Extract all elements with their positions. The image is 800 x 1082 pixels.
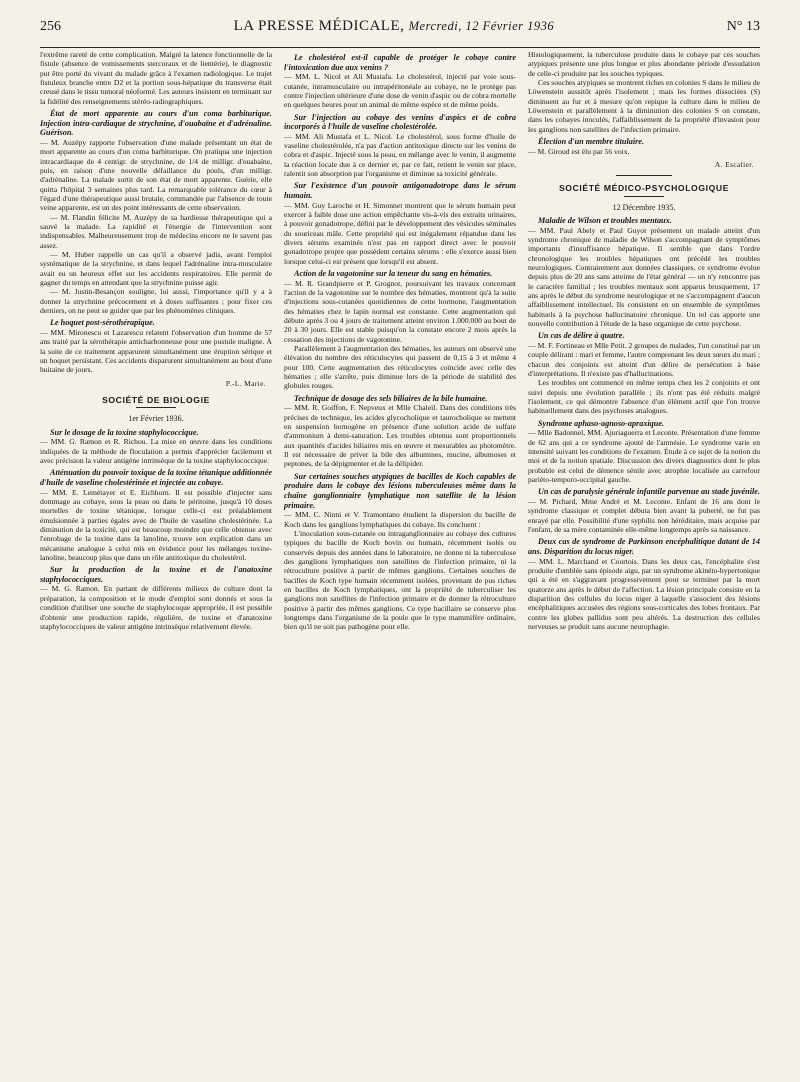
paragraph: — MM. Guy Laroche et H. Simonnet montrent que le sérum humain peut exercer à faible dose une action empêchante vis-à-vis des extraits urinaires, à pouvoir gonadotrope, défini par le développement des vésicules séminales du souriceau mâle. Cette propriété qui est inégalement répandue dans les divers sérums examinés n'est pas en rapport direct avec le pouvoir gonadotrope propre que possèdent certains sérums : elle s'exerce aussi bien lorsque celui-ci est présent que lorsqu'il est absent. — [284, 200, 516, 266]
masthead — [234, 18, 555, 35]
paragraph: — MM. L. Marchand et Courtois. Dans les deux cas, l'encéphalite s'est produite d'emblée sans épisode aigu, par un syndrome akinéto-hypertonique qui a été en s'aggravant progressivement pour se terminer par la mort quatorze ans après le début de l'affection. La lésion principale consiste en la disparition des cellules du locus niger à laquelle s'associent des lésions encéphalitiques accusées des régions sous-corticales des lobes frontaux. Par contre les globes pallidus sont peu altérés. La destruction des cellules nerveuses se produit sans aucune neurophagie. — [528, 556, 760, 631]
paragraph: Les troubles ont commencé en même temps chez les 2 conjoints et ont suivi depuis une évolution parallèle ; ils n'ont pas été réduits malgré l'isolement, ce qui démontre l'absence d'un élément actif que l'on trouve habituellement dans des psychoses analogues. — [528, 378, 760, 416]
article-heading: État de mort apparente au cours d'un coma barbiturique. Injection intra-cardiaque de strychnine, d'ouabaïne et d'adrénaline. Guérison. — [40, 109, 272, 138]
article-heading: Le hoquet post-sérothérapique. — [50, 318, 155, 328]
signature: A. Escalier. — [714, 160, 754, 170]
signature: P.-L. Marie. — [225, 378, 266, 388]
article-heading: Action de la vagotonine sur la teneur du sang en hématies. — [294, 269, 493, 279]
article-heading: Atténuation du pouvoir toxique de la toxine tétanique additionnée d'huile de vaseline cholestérinée et injectée au cobaye. — [40, 468, 272, 487]
paragraph: — Mlle Badonnel, MM. Ajuriaguerra et Leconte. Présentation d'une femme de 62 ans qui a ce syndrome ajouté de l'amnésie. Le syndrome varie en intensité suivant les conditions de l'examen. Étude à ce sujet de la notion du moi et de la notion spatiale. Discussion des divers diagnostics dont le plus probable est celui de démence sénile avec atrophie localisée au carrefour pariéto-temporo-occipital gauche. — [528, 428, 760, 485]
section-title: SOCIÉTÉ MÉDICO-PSYCHOLOGIQUE — [558, 183, 730, 194]
section-date: 1er Février 1936. — [128, 414, 184, 424]
article-heading: Un cas de délire à quatre. — [538, 331, 625, 341]
paragraph: Ces souches atypiques se montrent riches en colonies S dans le milieu de Löwenstein aussitôt après l'isolement ; mais les formes dissociées (S) diminuent au fur et à mesure qu'on repique la culture dans le milieu de Löwenstein et parallèlement à la diminution des colonies S on constate, dans les cobayes inoculés, l'affaiblissement de la propriété d'invasion pour les ganglions non satellites de l'infection primaire. — [528, 78, 760, 134]
issue-date: Mercredi, 12 Février 1936 — [408, 19, 555, 33]
section-rule — [624, 196, 664, 197]
paragraph: — MM. Paul Abely et Paul Guyot présentent un malade atteint d'un syndrome chronique de maladie de Wilson s'accompagnant de symptômes importants d'insuffisance hépatique. Il semble que dans l'ordre chronologique les troubles hépatiques ont précédé les troubles neurologiques. Contrairement aux données classiques, ce syndrome évolue depuis plus de 20 ans sans atteinte de l'état général — on n'y rencontre pas le caractère familial ; les troubles mentaux sont apparus brusquement, 17 ans après le début du syndrome neurologique et ne s'accompagnent d'aucun affaiblissement intellectuel. Ils consistent en un ensemble de symptômes habituels à la psychose hallucinatoire chronique. Un tel cas apporte une nouvelle contribution à l'étude de la base organique de cette psychose. — [528, 225, 760, 329]
article-heading: Sur l'existence d'un pouvoir antigonadotrope dans le sérum humain. — [284, 181, 516, 201]
paragraph: — M. Auzépy rapporte l'observation d'une malade présentant un état de mort apparente au cours d'un coma barbiturique. On pratiqua une injection intracardiaque de 4 centigr. de strychnine, de 1/4 de milligr. d'ouabaïne, puis, en raison d'une nouvelle défaillance du pouls, d'un milligr. d'adrénaline. La malade sortit de son état de mort apparente. Guérie, elle quitta l'hôpital 3 semaines plus tard. La remarquable tolérance du cœur à l'égard d'une thérapeutique aussi brutale, commandée par l'absence de toute veine apparente, est un des point intéressants de cette observation. — [40, 137, 272, 213]
column-1 — [40, 50, 272, 1072]
article-heading: Syndrome aphaso-agnoso-apraxique. — [538, 418, 665, 428]
paragraph: — M. G. Ramon. En partant de différents milieux de culture dont la préparation, la composition et le mode d'emploi sont donnés et sous la condition d'utiliser une souche de staphylocoque appropriée, il est possible d'obtenir une production rapide, régulière, de toxine et d'anatoxine staphylococciques de valeur antigène intrinsèque relativement élevée. — [40, 584, 272, 631]
section-title: SOCIÉTÉ DE BIOLOGIE — [102, 395, 210, 406]
paragraph: — MM. R. Goiffon, F. Nepveux et Mlle Chaleil. Dans des conditions très précises de technique, les acides glycocholique et taurocholique se mettent en suspension homogène en présence d'une solution acide de sulfate d'ammonium à demi-saturation. Les troubles obtenus sont proportionnels aux quantités d'acides biliaires mis en œuvre et mesurables au photomètre. Il est nécessaire de priver la bile des albumines, mucine, albumoses et peptones, de la dépigmenter et de la délipider. — [284, 403, 516, 469]
article-heading: Maladie de Wilson et troubles mentaux. — [538, 216, 672, 226]
column-3 — [528, 50, 760, 1072]
paragraph: — MM. E. Lemétayer et E. Eichhorn. Il est possible d'injecter sans dommage au cobaye, sous la peau ou dans le péritoine, jusqu'à 10 doses mortelles de toxine tétanique, lorsque celle-ci est préalablement émulsionnée à parties égales avec de l'huile de vaseline cholestérinée. La diminution de la toxicité, qui est beaucoup moindre que celle obtenue avec l'enrobage de la toxine dans la lanoline, trouve son explication dans un mécanisme analogue à celui mis en évidence pour les mélanges toxine-lanoline, beaucoup plus que dans un rôle antitoxique du cholestérol. — [40, 487, 272, 562]
paragraph: — MM. Ali Mustafa et L. Nicol. Le cholestérol, sous forme d'huile de vaseline cholestérolée, n'a pas d'action antitoxique directe sur les venins de cobra et d'aspic. Injecté sous la peau, en mélange avec le venin, il augmente la réaction locale due à ce dernier et, par ce fait, retient le venin sur place, ralentit son absorption par l'organisme et diminue sa toxicité générale. — [284, 131, 516, 179]
article-heading: Deux cas de syndrome de Parkinson encéphalitique datant de 14 ans. Disparition du locus niger. — [528, 537, 760, 556]
paragraph: — M. Justin-Besançon souligne, lui aussi, l'importance qu'il y a à donner la strychnine précocement et à doses suffisantes ; pour fixer ces derniers, on ne peut se guider que par les phénomènes cliniques. — [40, 287, 272, 316]
section-date: 12 Décembre 1935. — [612, 202, 676, 212]
paragraph: — MM. Mironescu et Lazarescu relatent l'observation d'un homme de 57 ans traité par la sérothérapie anticharbonneuse pour une pustule maligne. À la suite de ce traitement apparurent simultanément une éruption sérique et un hoquet persistant. Ces accidents disparurent simultanément au bout d'une huitaine de jours. — [40, 327, 272, 375]
paragraph: — MM. C. Ninni et V. Tramontano étudient la dispersion du bacille de Koch dans les ganglions lymphatiques du cobaye. Ils concluent : — [284, 510, 516, 529]
article-heading: Le cholestérol est-il capable de protéger le cobaye contre l'intoxication due aux venins ? — [284, 53, 516, 72]
article-heading: Élection d'un membre titulaire. — [538, 137, 644, 147]
issue-number: N° 13 — [726, 19, 760, 34]
article-heading: Technique de dosage des sels biliaires de la bile humaine. — [294, 393, 488, 403]
paragraph: Histologiquement, la tuberculose produite dans le cobaye par ces souches atypiques présente une plus longue et plus abondante période d'essudation de celle-ci produite par les souches typiques. — [528, 50, 760, 78]
paragraph: — M. R. Grandpierre et P. Grognot, poursuivant les travaux concernant l'action de la vagotonine sur le nombre des hématies, montrent qu'à la suite d'injections sous-cutanées quotidiennes de cette hormone, l'augmentation des hématies chez le lapin normal est constante. Cette augmentation qui débute après 3 ou 4 jours de traitement atteint environ 1.000.000 au bout de 20 à 30 jours. Elle est stable puisqu'on la constate encore 2 mois après la cessation des injections de vagotonine. — [284, 278, 516, 344]
article-heading: Sur la production de la toxine et de l'anatoxine staphylococciques. — [40, 565, 272, 584]
divider — [616, 175, 672, 176]
page-header — [40, 18, 760, 48]
paragraph: L'inoculation sous-cutanée ou intraganglionnaire au cobaye des cultures typiques du bacille de Koch bovin ou humain, récemment isolés ou conservés depuis des années dans le laboratoire, ne donne ni la tuberculose des ganglions lymphatiques non satellites de l'infection primaire, ni la rétroculture positive à partir de mêmes ganglions. Certaines souches de bacilles de Koch type humain récemment isolées, provenant de pus riches en bacilles de Koch lymphatiques, ont la propriété de tuberculiser les ganglions non satellites de l'infection primaire et de donner la rétroculture positive à partir des mêmes ganglions. Ce type bacillaire se conserve plus longtemps dans l'organisme de la poule que le type mammifère ordinaire, bien qu'il ne soit pas pathogène pour elle. — [284, 528, 516, 632]
page-number: 256 — [40, 19, 61, 34]
paragraph: — M. Huber rappelle un cas qu'il a observé jadis, avant l'emploi systématique de la strychnine, et dans lequel l'adrénaline intra-musculaire avait eu un heureux effet sur les accidents respiratoires. Elle permit de gagner du temps en attendant que la strychnine puisse agir. — [40, 249, 272, 287]
paragraph: Parallèlement à l'augmentation des hématies, les auteurs ont observé une élévation du nombre des réticulocytes qui passent de 0,15 à 3 et même 4 pour 100. Cette augmentation des réticulocytes coïncide avec celle des hématies ; elle s'arrête, puis diminue lors de la période de stabilité des globules rouges. — [284, 344, 516, 391]
paragraph: — MM. L. Nicol et Ali Mustafa. Le cholestérol, injecté par voie sous-cutanée, intramusculaire ou intrapéritonéale au cobaye, ne le protège pas contre l'injection ultérieure d'une dose de venin d'aspic ou de cobra mortelle en quelques heures pour un animal de même espèce et de même poids. — [284, 72, 516, 110]
paragraph: — M. Giroud est élu par 56 voix. — [528, 146, 630, 156]
article-heading: Sur le dosage de la toxine staphylococcique. — [50, 427, 199, 437]
paragraph: — M. Flandin félicite M. Auzépy de sa hardiesse thérapeutique qui a sauvé la malade. La rapidité et l'énergie de l'intervention sont indispensables. Malheureusement trop de médecins encore ne le savent pas assez. — [40, 212, 272, 250]
column-2 — [284, 50, 516, 1072]
paragraph: — M. F. Fortineau et Mlle Petit. 2 groupes de malades, l'un constitué par un couple délirant : mari et femme, l'autre comprenant les deux sœurs du mari ; chacun des conjoints est atteint d'un délire de persécution à base d'interprétations. Il n'existe pas d'hallucinations. — [528, 341, 760, 379]
paragraph: l'extrême rareté de cette complication. Malgré la latence fonctionnelle de la fistule (absence de vomissements stercoraux et de lientérie), le diagnostic put être porté du vivant du malade grâce à l'examen radiologique. Le trajet fistuleux branche entre D2 et la portion sous-hépatique du transverse était creusé dans le tissu tumoral néoformé. Les auteurs insistent en terminant sur la fidélité des renseignements stéréo-radiographiques. — [40, 50, 272, 106]
article-heading: Un cas de paralysie générale infantile parvenue au stade juvénile. — [538, 487, 760, 497]
section-rule — [136, 407, 176, 408]
columns — [40, 50, 760, 1072]
article-heading: Sur l'injection au cobaye des venins d'aspics et de cobra incorporés à l'huile de vaseline cholestérolée. — [284, 112, 516, 132]
journal-title: LA PRESSE MÉDICALE, — [233, 18, 405, 34]
paragraph: — M. Pichard, Mme André et M. Leconte. Enfant de 16 ans dont le syndrome classique et complet débuta bien avant la puberté, ne fut pas enrayé par elle. Possibilité d'une syphilis non héréditaire, mais acquise par l'enfant, de sa mère contaminée elle-même longtemps après sa naissance. — [528, 497, 760, 535]
article-heading: Sur certaines souches atypiques de bacilles de Koch capables de produire dans le cobaye des lésions tuberculeuses même dans la chaîne ganglionnaire lymphatique non satellite de la lésion primaire. — [284, 471, 516, 510]
paragraph: — MM. G. Ramon et R. Richou. La mise en œuvre dans les conditions indiquées de la méthode de floculation a permis d'apprécier facilement et avec précision la valeur antigène intrinsèque de la toxine staphylococcique. — [40, 437, 272, 465]
